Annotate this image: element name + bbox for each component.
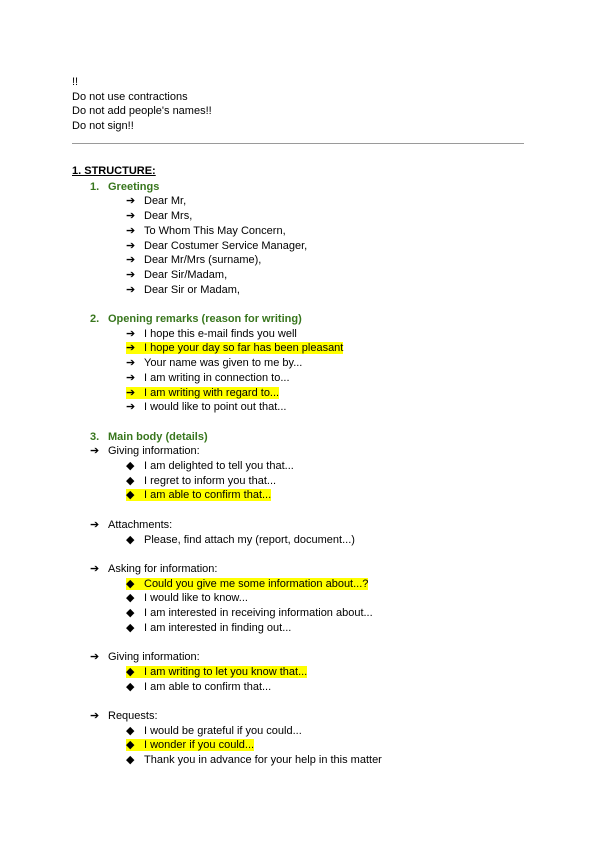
list-item: ➔ To Whom This May Concern, [126, 224, 286, 237]
highlight: ◆ I am writing to let you know that... [126, 665, 308, 678]
highlight: ➔ I am writing with regard to... [126, 386, 280, 399]
horizontal-divider [72, 143, 524, 144]
asking-information-list [72, 577, 542, 636]
arrow-icon: ➔ [126, 401, 136, 414]
diamond-icon: ◆ [126, 460, 135, 473]
diamond-icon: ◆ [126, 739, 135, 752]
list-item [72, 665, 542, 680]
requests-list [72, 724, 542, 768]
list-item: ◆ I would like to know... [126, 592, 248, 605]
arrow-icon: ➔ [126, 342, 136, 355]
arrow-icon: ➔ [126, 254, 136, 267]
list-item: ➔ Dear Sir/Madam, [126, 268, 228, 281]
structure-heading: 1. STRUCTURE: [72, 165, 156, 177]
group-label: ➔ Asking for information: [90, 562, 218, 575]
arrow-icon: ➔ [126, 239, 136, 252]
intro-line: Do not sign!! [72, 120, 134, 133]
list-item: ➔ Dear Costumer Service Manager, [126, 239, 308, 252]
diamond-icon: ◆ [126, 592, 135, 605]
section-title: Main body (details) [108, 430, 208, 443]
arrow-icon: ➔ [126, 371, 136, 384]
intro-line: Do not add people's names!! [72, 105, 212, 118]
attachments-list [72, 533, 542, 548]
group-label: ➔ Attachments: [90, 518, 173, 531]
group-label: ➔ Giving information: [90, 651, 200, 664]
list-item: ◆ I regret to inform you that... [126, 474, 277, 487]
arrow-icon: ➔ [90, 709, 100, 722]
list-item: ◆ I am interested in receiving information about... [126, 607, 373, 620]
list-item: ➔ I would like to point out that... [126, 401, 287, 414]
list-item: ◆ I am interested in finding out... [126, 621, 292, 634]
list-item: ◆ I am delighted to tell you that... [126, 460, 294, 473]
arrow-icon: ➔ [90, 562, 100, 575]
diamond-icon: ◆ [126, 577, 135, 590]
list-item: ➔ Dear Sir or Madam, [126, 283, 240, 296]
opening-remarks-list [72, 327, 542, 415]
list-item: ➔ Dear Mr, [126, 195, 187, 208]
structure-content [72, 164, 542, 768]
group-label: ➔ Giving information: [90, 445, 200, 458]
list-item [72, 386, 542, 401]
section-title: Opening remarks (reason for writing) [108, 313, 302, 326]
highlight: ◆ I wonder if you could... [126, 739, 255, 752]
arrow-icon: ➔ [126, 386, 136, 399]
diamond-icon: ◆ [126, 754, 135, 767]
diamond-icon: ◆ [126, 533, 135, 546]
intro-notes [72, 75, 212, 134]
section-title: Greetings [108, 180, 160, 193]
arrow-icon: ➔ [126, 195, 136, 208]
arrow-icon: ➔ [90, 445, 100, 458]
list-item: ➔ I am writing in connection to... [126, 371, 290, 384]
list-item [72, 738, 542, 753]
list-item: ➔ Dear Mr/Mrs (surname), [126, 254, 262, 267]
highlight: ➔ I hope your day so far has been pleasant [126, 342, 344, 355]
arrow-icon: ➔ [90, 651, 100, 664]
list-item [72, 577, 542, 592]
list-item: ◆ Please, find attach my (report, document...) [126, 533, 355, 546]
giving-information-list [72, 459, 542, 503]
arrow-icon: ➔ [126, 224, 136, 237]
arrow-icon: ➔ [126, 210, 136, 223]
intro-line: Do not use contractions [72, 90, 188, 103]
arrow-icon: ➔ [90, 518, 100, 531]
diamond-icon: ◆ [126, 474, 135, 487]
giving-information-list-2 [72, 665, 542, 694]
arrow-icon: ➔ [126, 283, 136, 296]
section-opening-remarks [90, 312, 542, 327]
greetings-list [72, 194, 542, 297]
arrow-icon: ➔ [126, 268, 136, 281]
list-item: ◆ I am able to confirm that... [126, 680, 272, 693]
group-label: ➔ Requests: [90, 709, 158, 722]
arrow-icon: ➔ [126, 357, 136, 370]
highlight: ◆ I am able to confirm that... [126, 489, 272, 502]
list-item: ➔ I hope this e-mail finds you well [126, 327, 297, 340]
section-greetings [90, 180, 542, 195]
list-item: ◆ Thank you in advance for your help in this matter [126, 754, 382, 767]
diamond-icon: ◆ [126, 680, 135, 693]
diamond-icon: ◆ [126, 724, 135, 737]
arrow-icon: ➔ [126, 327, 136, 340]
section-main-body [90, 430, 542, 445]
diamond-icon: ◆ [126, 489, 135, 502]
list-item: ➔ Your name was given to me by... [126, 357, 303, 370]
list-item: ◆ I would be grateful if you could... [126, 724, 302, 737]
intro-line: !! [72, 76, 79, 88]
list-item [72, 341, 542, 356]
diamond-icon: ◆ [126, 607, 135, 620]
diamond-icon: ◆ [126, 621, 135, 634]
diamond-icon: ◆ [126, 665, 135, 678]
section-number: 3. [90, 430, 100, 443]
section-number: 2. [90, 313, 100, 326]
list-item [72, 488, 542, 503]
highlight: ◆ Could you give me some information about...? [126, 577, 369, 590]
section-number: 1. [90, 180, 100, 193]
list-item: ➔ Dear Mrs, [126, 210, 193, 223]
